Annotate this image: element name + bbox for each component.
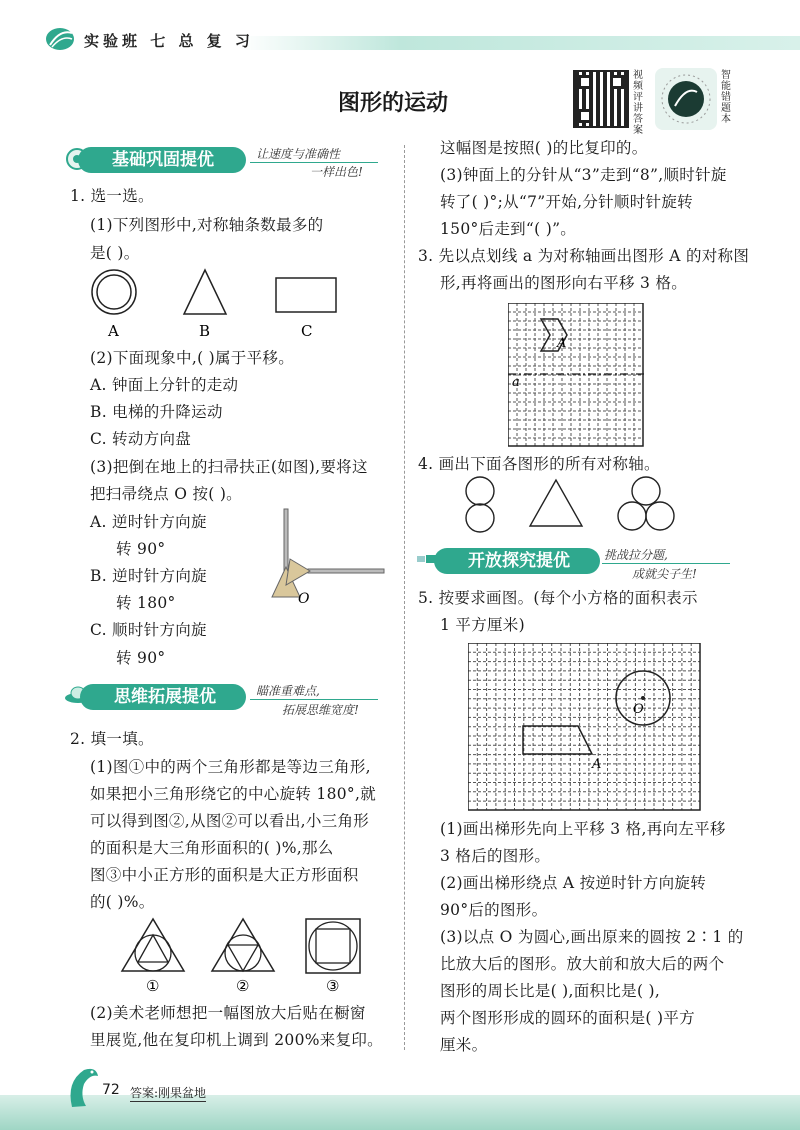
q5-part-line6: 比放大后的图形。放大前和放大后的两个 — [440, 955, 725, 973]
broom-fallen-icon — [286, 559, 384, 585]
broom-figure — [266, 505, 390, 605]
q2-part1-line6: 的( )%。 — [90, 893, 155, 911]
shape-label-a: A — [108, 322, 119, 340]
section-open-title: 开放探究提优 — [434, 548, 600, 574]
q1-part3-line2: 把扫帚绕点 O 按( )。 — [90, 485, 242, 503]
section-basic-note-2: 一样出色! — [310, 165, 363, 179]
section-open-note-1: 挑战拉分题, — [604, 548, 668, 562]
q2-figures — [118, 915, 398, 993]
shape-a-label: A — [557, 336, 567, 351]
section-open-note-2: 成就尖子生! — [632, 567, 697, 581]
q3-line1: 3. 先以点划线 a 为对称轴画出图形 A 的对称图 — [418, 247, 750, 265]
q1-part3-option-b-1: B. 逆时针方向旋 — [90, 567, 207, 585]
qr-left-label: 视频评讲答案 — [633, 70, 643, 136]
section-basic-note-1: 让速度与准确性 — [256, 147, 341, 161]
circle-center-label: O — [633, 702, 644, 717]
figure-1-triangles — [122, 919, 184, 971]
section-thinking-note-1: 瞄准重难点, — [256, 684, 320, 698]
q1-part1-line2: 是( )。 — [90, 244, 140, 262]
right-cont-line2: (3)钟面上的分针从“3”走到“8”,顺时针旋 — [440, 166, 727, 184]
q1-part1-line1: (1)下列图形中,对称轴条数最多的 — [90, 216, 324, 234]
page-number: 72 — [102, 1082, 120, 1098]
brand-title: 实验班 七 总 复 习 — [84, 32, 254, 50]
figure-label-2: ② — [236, 977, 250, 993]
q1-part2-option-c: C. 转动方向盘 — [90, 430, 192, 448]
q2-part1-line2: 如果把小三角形绕它的中心旋转 180°,就 — [90, 785, 376, 803]
q2-part1-line3: 可以得到图②,从图②可以看出,小三角形 — [90, 812, 370, 830]
q2-part1-line5: 图③中小正方形的面积是大正方形面积 — [90, 866, 359, 884]
broom-point-label: O — [298, 591, 310, 605]
q1-part3-option-a-1: A. 逆时针方向旋 — [90, 513, 207, 531]
shape-label-b: B — [199, 322, 211, 340]
axis-a-label: a — [512, 375, 520, 390]
q1-shapes — [80, 262, 360, 342]
page-title: 图形的运动 — [338, 91, 449, 116]
q5-line2: 1 平方厘米) — [440, 616, 525, 634]
right-cont-line4: 150°后走到“( )”。 — [440, 220, 577, 238]
right-cont-line1: 这幅图是按照( )的比复印的。 — [440, 139, 648, 157]
qr-code-mistakes-icon — [655, 68, 717, 130]
q4-line: 4. 画出下面各图形的所有对称轴。 — [418, 455, 660, 473]
qr-right-label: 智能错题本 — [721, 70, 731, 125]
section-open-underline — [602, 563, 730, 564]
q5-part-line3: (2)画出梯形绕点 A 按逆时针方向旋转 — [440, 874, 707, 892]
q1-part2-option-a: A. 钟面上分针的走动 — [90, 376, 239, 394]
figure-label-1: ① — [146, 977, 160, 993]
q5-part-line8: 两个图形形成的圆环的面积是( )平方 — [440, 1009, 695, 1027]
section-basic-underline — [250, 162, 378, 163]
circle-center-point — [641, 696, 645, 700]
section-thinking-title: 思维拓展提优 — [80, 684, 246, 710]
right-cont-line3: 转了( )°;从“7”开始,分针顺时针旋转 — [440, 193, 693, 211]
q1-part3-option-c-2: 转 90° — [116, 649, 166, 667]
q2-part2-line2: 里展览,他在复印机上调到 200%来复印。 — [90, 1031, 383, 1049]
q2-head: 2. 填一填。 — [70, 730, 154, 748]
q1-part2: (2)下面现象中,( )属于平移。 — [90, 349, 295, 367]
brand-logo-icon — [44, 25, 76, 53]
section-basic-title: 基础巩固提优 — [78, 147, 246, 173]
q1-part2-option-b: B. 电梯的升降运动 — [90, 403, 223, 421]
q2-part1-line4: 的面积是大三角形面积的( )%,那么 — [90, 839, 334, 857]
q5-grid — [468, 643, 701, 811]
q5-part-line1: (1)画出梯形先向上平移 3 格,再向左平移 — [440, 820, 726, 838]
q1-part3-option-a-2: 转 90° — [116, 540, 166, 558]
triangle-shape — [184, 270, 226, 314]
q1-part3-option-c-1: C. 顺时针方向旋 — [90, 621, 207, 639]
column-divider — [404, 145, 405, 1050]
q5-part-line2: 3 格后的图形。 — [440, 847, 551, 865]
section-thinking-note-2: 拓展思维宽度! — [282, 703, 359, 717]
figure-label-3: ③ — [326, 977, 340, 993]
q5-part-line9: 厘米。 — [440, 1036, 488, 1054]
figure-2-triangles — [212, 919, 274, 971]
figure-3-squares — [306, 919, 360, 973]
q5-part-line5: (3)以点 O 为圆心,画出原来的圆按 2∶1 的 — [440, 928, 744, 946]
q3-line2: 形,再将画出的图形向右平移 3 格。 — [440, 274, 688, 292]
q1-part3-line1: (3)把倒在地上的扫帚扶正(如图),要将这 — [90, 458, 368, 476]
triangle-figure — [530, 480, 582, 526]
three-circles-figure — [618, 477, 674, 530]
q5-part-line7: 图形的周长比是( ),面积比是( ), — [440, 982, 661, 1000]
point-a-label: A — [592, 757, 602, 772]
rectangle-shape — [276, 278, 336, 312]
ring-shape — [92, 270, 136, 314]
q1-part3-option-b-2: 转 180° — [116, 594, 176, 612]
q2-part1-line1: (1)图①中的两个三角形都是等边三角形, — [90, 758, 371, 776]
shape-label-c: C — [301, 322, 313, 340]
qr-code-video-icon — [573, 70, 629, 128]
q4-figures — [462, 476, 682, 534]
dolphin-icon — [62, 1062, 102, 1112]
q5-line1: 5. 按要求画图。(每个小方格的面积表示 — [418, 589, 698, 607]
footer-answer: 答案:刚果盆地 — [130, 1086, 207, 1100]
two-circles-figure — [466, 477, 494, 532]
footer-band — [0, 1095, 800, 1130]
q1-head: 1. 选一选。 — [70, 187, 154, 205]
q2-part2-line1: (2)美术老师想把一幅图放大后贴在橱窗 — [90, 1004, 366, 1022]
q5-part-line4: 90°后的图形。 — [440, 901, 548, 919]
q3-grid — [508, 303, 644, 447]
section-thinking-underline — [250, 699, 378, 700]
